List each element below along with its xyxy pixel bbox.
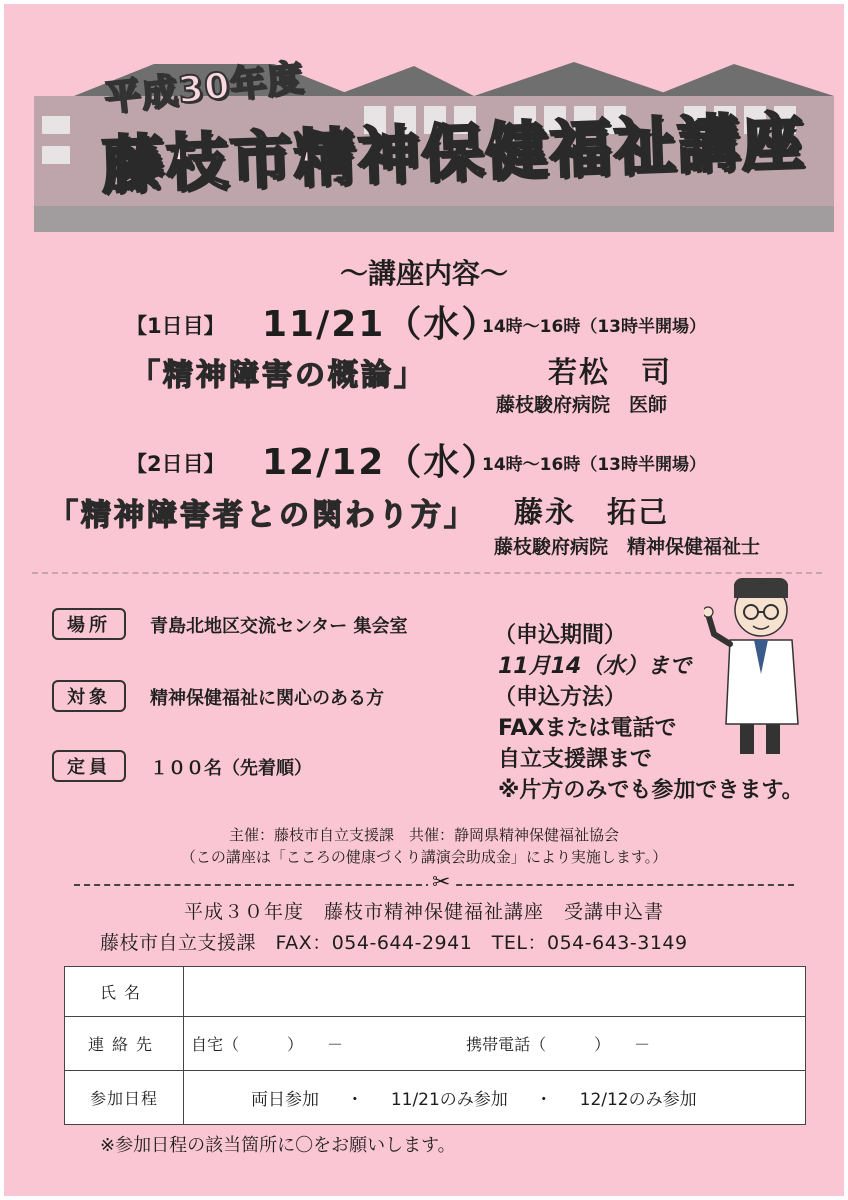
sponsor-line-2: （この講座は「こころの健康づくり講演会助成金」により実施します。） xyxy=(180,848,668,866)
application-form xyxy=(64,966,806,1125)
form-row-name xyxy=(65,967,806,1017)
schedule-options xyxy=(184,1071,806,1125)
application-period-label: （申込期間） xyxy=(494,623,627,648)
session-1-label: 【1日目】 xyxy=(126,314,225,338)
target-tag: 対象 xyxy=(52,680,126,712)
session-2-date: 12/12（水） xyxy=(262,442,500,483)
contact-field[interactable] xyxy=(184,1017,806,1071)
form-row-contact xyxy=(65,1017,806,1071)
sponsor-line-1: 主催：藤枝市自立支援課 共催：静岡県精神保健福祉協会 xyxy=(228,826,619,844)
session-2-label: 【2日目】 xyxy=(126,452,225,476)
flyer-sheet xyxy=(4,4,844,1196)
place-text: 青島北地区交流センター 集会室 xyxy=(150,616,408,637)
session-1-lecturer: 若松 司 xyxy=(548,355,673,389)
section-title: ～講座内容～ xyxy=(339,257,508,290)
option-separator: ・ xyxy=(535,1090,553,1110)
target-text: 精神保健福祉に関心のある方 xyxy=(150,688,384,709)
form-row-schedule xyxy=(65,1071,806,1125)
capacity-tag: 定員 xyxy=(52,750,126,782)
application-method-line1: FAXまたは電話で xyxy=(498,716,677,741)
year-label: 平成30年度 xyxy=(102,57,307,120)
session-1-affiliation: 藤枝駿府病院 医師 xyxy=(496,394,668,416)
option-nov21-only[interactable]: 11/21のみ参加 xyxy=(390,1090,508,1110)
form-title: 平成３０年度 藤枝市精神保健福祉講座 受講申込書 xyxy=(183,901,664,923)
mobile-phone-label: 携帯電話（ ） － xyxy=(466,1035,651,1054)
session-2-time: 14時～16時（13時半開場） xyxy=(482,455,706,475)
page-title: 藤枝市精神保健福祉講座 xyxy=(100,104,807,202)
session-2-affiliation: 藤枝駿府病院 精神保健福祉士 xyxy=(494,536,761,558)
session-1-time: 14時～16時（13時半開場） xyxy=(482,317,706,337)
contact-label: 連絡先 xyxy=(65,1017,184,1071)
session-2-lecture: 「精神障害者との関わり方」 xyxy=(48,498,477,533)
session-1-lecture: 「精神障害の概論」 xyxy=(130,358,427,393)
form-contact: 藤枝市自立支援課 FAX：054-644-2941 TEL：054-643-3149 xyxy=(100,932,688,954)
option-dec12-only[interactable]: 12/12のみ参加 xyxy=(579,1090,697,1110)
application-note: ※片方のみでも参加できます。 xyxy=(498,778,804,803)
application-method-label: （申込方法） xyxy=(494,685,627,710)
capacity-text: １００名（先着順） xyxy=(150,758,312,779)
name-label: 氏名 xyxy=(65,967,184,1017)
application-method-line2: 自立支援課まで xyxy=(498,747,653,772)
session-1-date: 11/21（水） xyxy=(262,304,500,345)
schedule-label: 参加日程 xyxy=(65,1071,184,1125)
doctor-illustration xyxy=(704,574,814,764)
option-both-days[interactable]: 両日参加 xyxy=(251,1090,319,1110)
form-note: ※参加日程の該当箇所に〇をお願いします。 xyxy=(100,1135,456,1156)
session-2-lecturer: 藤永 拓己 xyxy=(514,495,670,529)
name-field[interactable] xyxy=(184,967,806,1017)
application-period-value: 11月14（水）まで xyxy=(498,654,692,679)
scissors-icon: ✂ xyxy=(428,870,454,895)
place-tag: 場所 xyxy=(52,608,126,640)
home-phone-label: 自宅（ ） － xyxy=(191,1035,344,1054)
option-separator: ・ xyxy=(346,1090,364,1110)
